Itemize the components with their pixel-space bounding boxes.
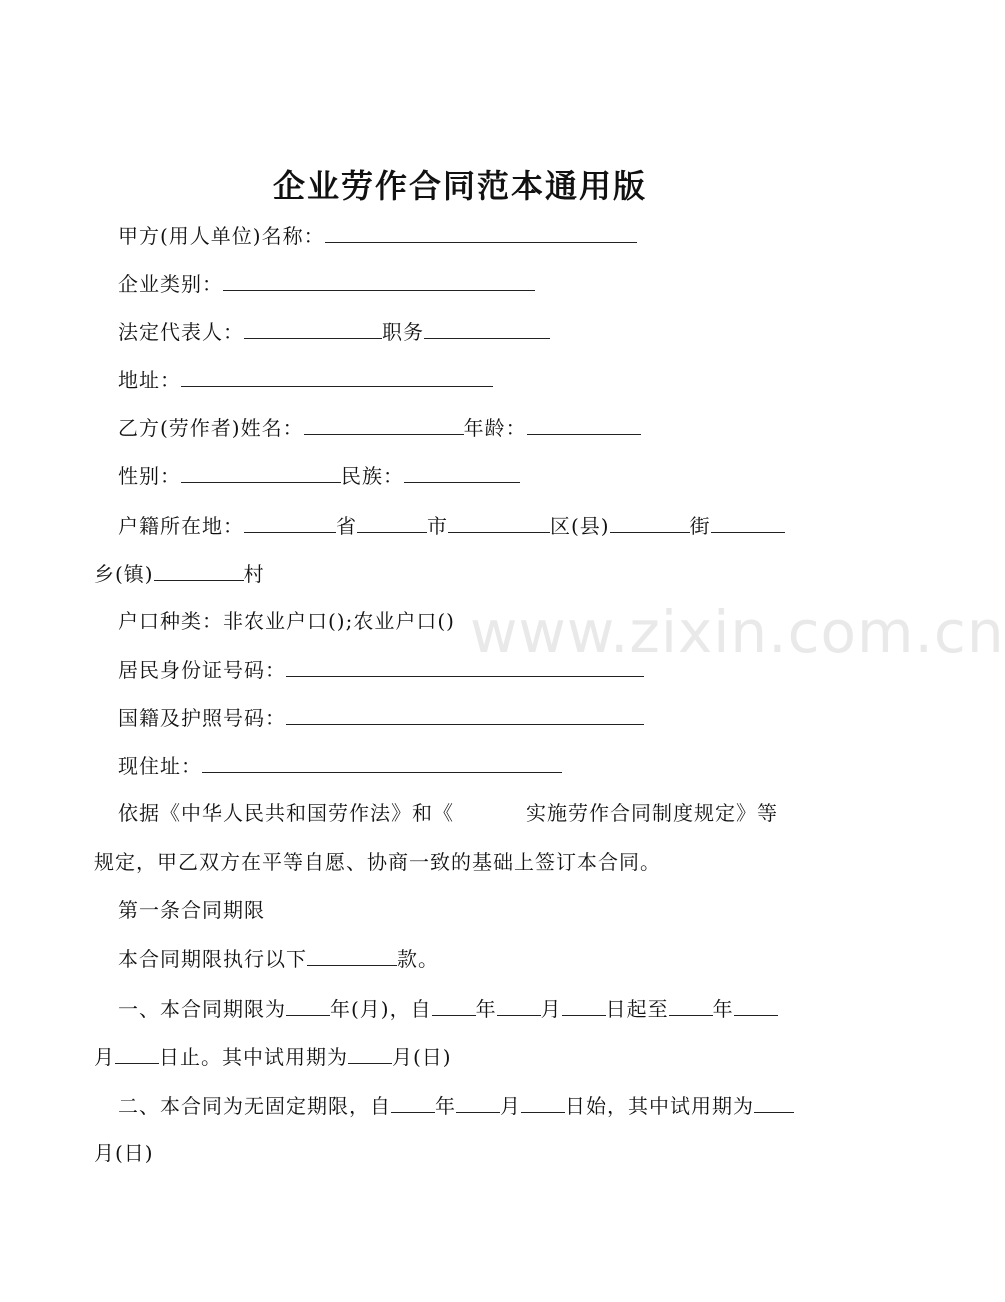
party-a-name-label: 甲方(用人单位)名称： bbox=[118, 224, 325, 248]
township-field[interactable] bbox=[154, 558, 244, 581]
township-label: 乡(镇) bbox=[94, 562, 154, 586]
party-b-name-line bbox=[118, 412, 641, 443]
one-probation-field[interactable] bbox=[348, 1041, 392, 1064]
district-field[interactable] bbox=[448, 510, 550, 533]
party-a-rep-label: 法定代表人： bbox=[118, 320, 244, 344]
article1-two-line-2: 月(日) bbox=[94, 1141, 154, 1165]
party-a-type-line bbox=[118, 268, 535, 299]
city-label: 市 bbox=[427, 514, 448, 538]
party-a-type-field[interactable] bbox=[223, 268, 535, 291]
one-start-year-field[interactable] bbox=[432, 993, 476, 1016]
party-b-ethnicity-label: 民族： bbox=[341, 464, 404, 488]
district-label: 区(县) bbox=[550, 514, 610, 538]
one-end-year-field[interactable] bbox=[669, 993, 713, 1016]
two-year-label: 年 bbox=[435, 1094, 456, 1118]
residence-line bbox=[118, 750, 562, 781]
party-b-name-field[interactable] bbox=[304, 412, 464, 435]
party-a-type-label: 企业类别： bbox=[118, 272, 223, 296]
party-b-age-label: 年龄： bbox=[463, 416, 527, 440]
article1-heading: 第一条合同期限 bbox=[118, 898, 265, 922]
basis-text-a: 依据《中华人民共和国劳作法》和《 bbox=[118, 801, 454, 825]
party-b-ethnicity-field[interactable] bbox=[404, 460, 520, 483]
article1-clause-field[interactable] bbox=[307, 943, 397, 966]
article1-intro-b: 款。 bbox=[397, 947, 439, 971]
village-label: 村 bbox=[243, 562, 265, 586]
one-end-day-field[interactable] bbox=[115, 1041, 159, 1064]
one-month-label: 月 bbox=[540, 997, 562, 1021]
residence-label: 现住址： bbox=[118, 754, 202, 778]
article1-one-line-2 bbox=[94, 1041, 452, 1072]
party-a-address-field[interactable] bbox=[181, 364, 493, 387]
province-label: 省 bbox=[336, 514, 357, 538]
article1-two-line bbox=[118, 1090, 794, 1121]
watermark: www.zixin.com.cn bbox=[470, 598, 1005, 666]
id-number-field[interactable] bbox=[286, 654, 644, 677]
id-number-line bbox=[118, 654, 644, 685]
article1-one-line bbox=[118, 993, 778, 1024]
party-b-gender-line bbox=[118, 460, 520, 491]
street-field-tail[interactable] bbox=[711, 510, 785, 533]
passport-field[interactable] bbox=[286, 702, 644, 725]
party-b-name-label: 乙方(劳作者)姓名： bbox=[118, 416, 304, 440]
province-field[interactable] bbox=[244, 510, 336, 533]
two-year-field[interactable] bbox=[391, 1090, 435, 1113]
one-end-month-label: 月 bbox=[94, 1045, 115, 1069]
party-a-rep-line bbox=[118, 316, 550, 347]
party-a-name-field[interactable] bbox=[325, 220, 637, 243]
two-text-c: 日始，其中试用期为 bbox=[565, 1094, 754, 1118]
id-number-label: 居民身份证号码： bbox=[118, 658, 286, 682]
party-b-gender-label: 性别： bbox=[118, 464, 181, 488]
party-a-name-line bbox=[118, 220, 637, 251]
household-label: 户籍所在地： bbox=[118, 514, 244, 538]
two-month-label: 月 bbox=[500, 1094, 521, 1118]
two-probation-field[interactable] bbox=[754, 1090, 794, 1113]
one-text-a: 一、本合同期限为 bbox=[118, 997, 286, 1021]
residence-field[interactable] bbox=[202, 750, 562, 773]
basis-line-1 bbox=[118, 798, 778, 828]
one-text-c: 日起至 bbox=[605, 997, 669, 1021]
basis-text-b: 实施劳作合同制度规定》等 bbox=[526, 801, 778, 825]
article1-intro-line bbox=[118, 943, 439, 974]
street-label: 街 bbox=[689, 514, 711, 538]
two-month-field[interactable] bbox=[456, 1090, 500, 1113]
one-text-b: 年(月)，自 bbox=[330, 997, 432, 1021]
party-b-gender-field[interactable] bbox=[181, 460, 341, 483]
one-year-label: 年 bbox=[475, 997, 497, 1021]
one-end-year-label: 年 bbox=[712, 997, 734, 1021]
party-b-household-line bbox=[118, 510, 785, 541]
passport-label: 国籍及护照号码： bbox=[118, 706, 286, 730]
one-term-field[interactable] bbox=[286, 993, 330, 1016]
two-day-field[interactable] bbox=[521, 1090, 565, 1113]
one-end-year-tail[interactable] bbox=[734, 993, 778, 1016]
basis-line-2: 规定，甲乙双方在平等自愿、协商一致的基础上签订本合同。 bbox=[94, 850, 661, 874]
party-a-address-line bbox=[118, 364, 493, 395]
city-field[interactable] bbox=[357, 510, 427, 533]
party-a-position-field[interactable] bbox=[424, 316, 550, 339]
passport-line bbox=[118, 702, 644, 733]
party-a-rep-field[interactable] bbox=[244, 316, 382, 339]
street-field[interactable] bbox=[610, 510, 690, 533]
one-text-e: 月(日) bbox=[392, 1045, 452, 1069]
hukou-type-line: 户口种类：非农业户口();农业户口() bbox=[118, 609, 455, 633]
one-text-d: 日止。其中试用期为 bbox=[159, 1045, 348, 1069]
party-a-address-label: 地址： bbox=[118, 368, 181, 392]
party-a-position-label: 职务 bbox=[382, 320, 424, 344]
one-start-month-field[interactable] bbox=[497, 993, 541, 1016]
document-title: 企业劳作合同范本通用版 bbox=[272, 167, 647, 205]
article1-intro-a: 本合同期限执行以下 bbox=[118, 947, 307, 971]
party-b-age-field[interactable] bbox=[527, 412, 641, 435]
two-text-a: 二、本合同为无固定期限，自 bbox=[118, 1094, 391, 1118]
one-start-day-field[interactable] bbox=[562, 993, 606, 1016]
party-b-household-line-2 bbox=[94, 558, 265, 589]
